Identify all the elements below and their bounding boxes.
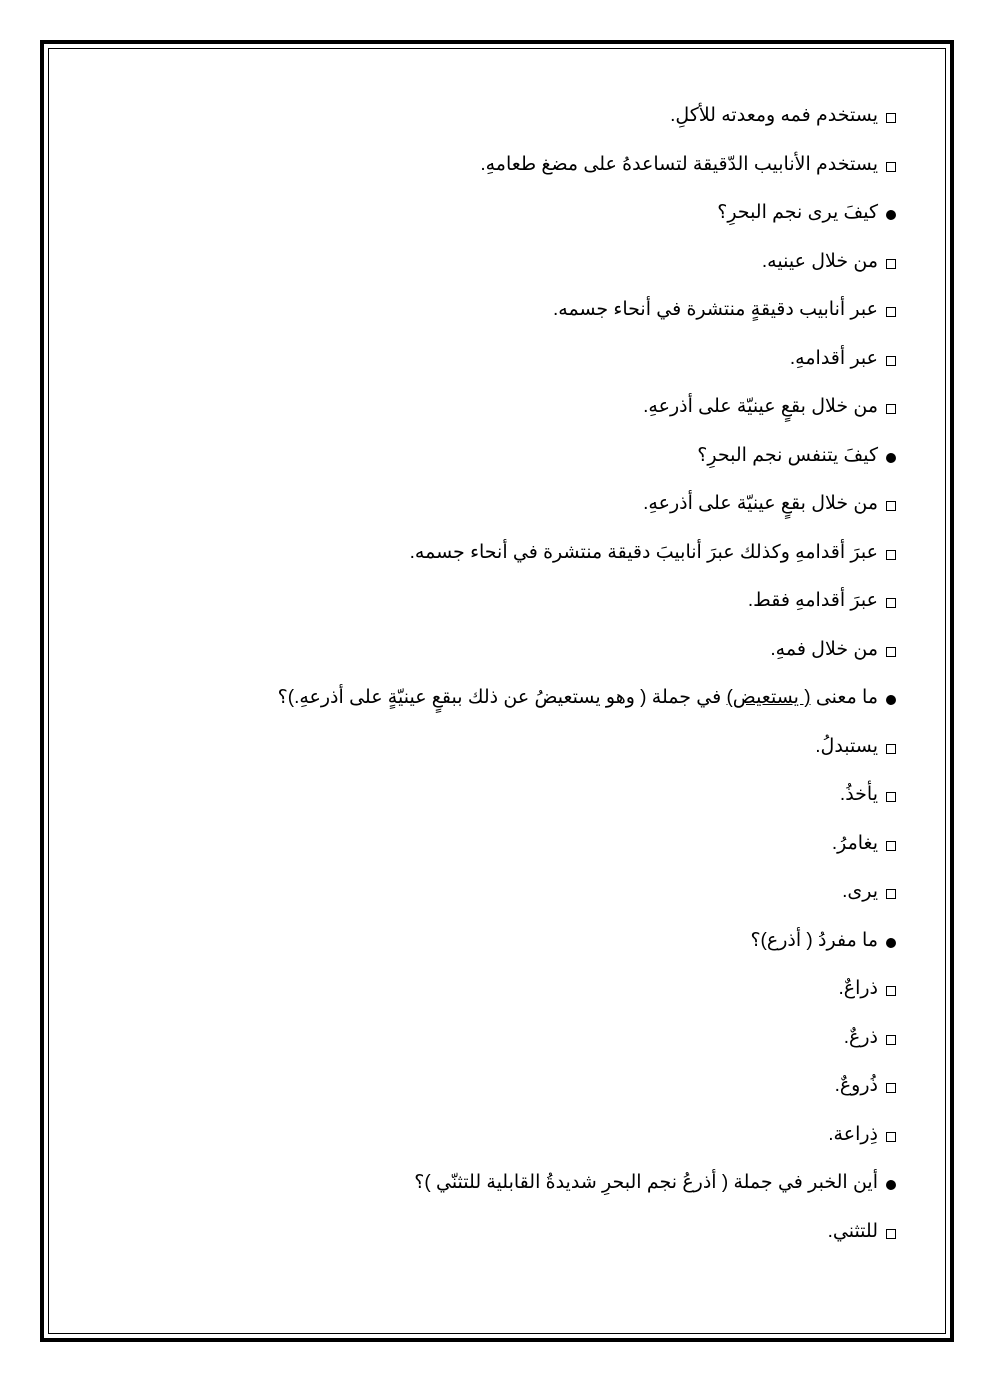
option-line [100, 626, 896, 675]
option-text: ذرعٌ. [843, 1026, 878, 1048]
checkbox-icon[interactable] [886, 841, 896, 851]
question-line [100, 1159, 896, 1208]
option-line [100, 529, 896, 578]
option-text: للتثني. [827, 1220, 878, 1242]
bullet-icon [886, 210, 896, 220]
option-line [100, 92, 896, 141]
underlined-word: ( يستعيض) [726, 687, 811, 709]
option-text: من خلال بقعٍ عينيّة على أذرعهِ. [643, 396, 878, 418]
option-text: يأخذُ. [839, 784, 878, 806]
option-text: عبر أقدامهِ. [789, 347, 878, 369]
option-line [100, 723, 896, 772]
option-text: يغامرُ. [831, 832, 878, 854]
option-text: ذِراعة. [828, 1123, 878, 1145]
option-text: عبرَ أقدامهِ فقط. [747, 590, 878, 612]
question-text: ما مفردُ ( أذرع)؟ [750, 929, 878, 951]
question-line [100, 917, 896, 966]
option-text: من خلال فمهِ. [770, 638, 878, 660]
option-line [100, 383, 896, 432]
option-line [100, 480, 896, 529]
option-line [100, 1062, 896, 1111]
bullet-icon [886, 695, 896, 705]
option-text: عبرَ أقدامهِ وكذلك عبرَ أنابيبَ دقيقة منتشرة في أنحاء جسمه. [409, 541, 878, 563]
question-text [278, 678, 878, 718]
question-text: كيفَ يتنفس نجم البحرِ؟ [697, 444, 878, 466]
question-text: كيفَ يرى نجم البحرِ؟ [717, 202, 878, 224]
question-text: أين الخبر في جملة ( أذرعُ نجم البحرِ شديدةُ القابلية للتثنّي )؟ [414, 1172, 878, 1194]
option-line [100, 1014, 896, 1063]
checkbox-icon[interactable] [886, 356, 896, 366]
option-line [100, 141, 896, 190]
option-line [100, 868, 896, 917]
checkbox-icon[interactable] [886, 113, 896, 123]
checkbox-icon[interactable] [886, 598, 896, 608]
option-text: من خلال بقعٍ عينيّة على أذرعهِ. [643, 493, 878, 515]
option-line [100, 820, 896, 869]
option-text: ذُروعٌ. [834, 1075, 878, 1097]
option-text: عبر أنابيب دقيقةٍ منتشرة في أنحاء جسمه. [553, 299, 878, 321]
bullet-icon [886, 938, 896, 948]
checkbox-icon[interactable] [886, 647, 896, 657]
checkbox-icon[interactable] [886, 162, 896, 172]
worksheet-content [100, 92, 896, 1256]
bullet-icon [886, 1180, 896, 1190]
question-line [100, 189, 896, 238]
option-text: يستخدم فمه ومعدته للأكلِ. [670, 105, 878, 127]
question-text-before: ما معنى [810, 687, 878, 709]
checkbox-icon[interactable] [886, 1035, 896, 1045]
checkbox-icon[interactable] [886, 404, 896, 414]
checkbox-icon[interactable] [886, 501, 896, 511]
option-text: من خلال عينيه. [761, 250, 878, 272]
option-line [100, 771, 896, 820]
option-line [100, 1111, 896, 1160]
option-text: ذراعٌ. [838, 978, 878, 1000]
option-line [100, 335, 896, 384]
checkbox-icon[interactable] [886, 792, 896, 802]
question-line [100, 432, 896, 481]
checkbox-icon[interactable] [886, 889, 896, 899]
question-line [100, 674, 896, 723]
checkbox-icon[interactable] [886, 744, 896, 754]
checkbox-icon[interactable] [886, 986, 896, 996]
option-line [100, 965, 896, 1014]
checkbox-icon[interactable] [886, 550, 896, 560]
checkbox-icon[interactable] [886, 259, 896, 269]
checkbox-icon[interactable] [886, 307, 896, 317]
option-text: يستخدم الأنابيب الدّقيقة لتساعدهُ على مضغ طعامهِ. [480, 153, 878, 175]
question-text-after: في جملة ( وهو يستعيضُ عن ذلك ببقعٍ عينيّةٍ على أذرعهِ.)؟ [277, 687, 727, 709]
checkbox-icon[interactable] [886, 1132, 896, 1142]
option-line [100, 577, 896, 626]
bullet-icon [886, 453, 896, 463]
checkbox-icon[interactable] [886, 1229, 896, 1239]
option-line [100, 238, 896, 287]
option-line [100, 1208, 896, 1257]
option-text: يستبدلُ. [815, 735, 878, 757]
option-text: يرى. [842, 881, 878, 903]
checkbox-icon[interactable] [886, 1083, 896, 1093]
option-line [100, 286, 896, 335]
